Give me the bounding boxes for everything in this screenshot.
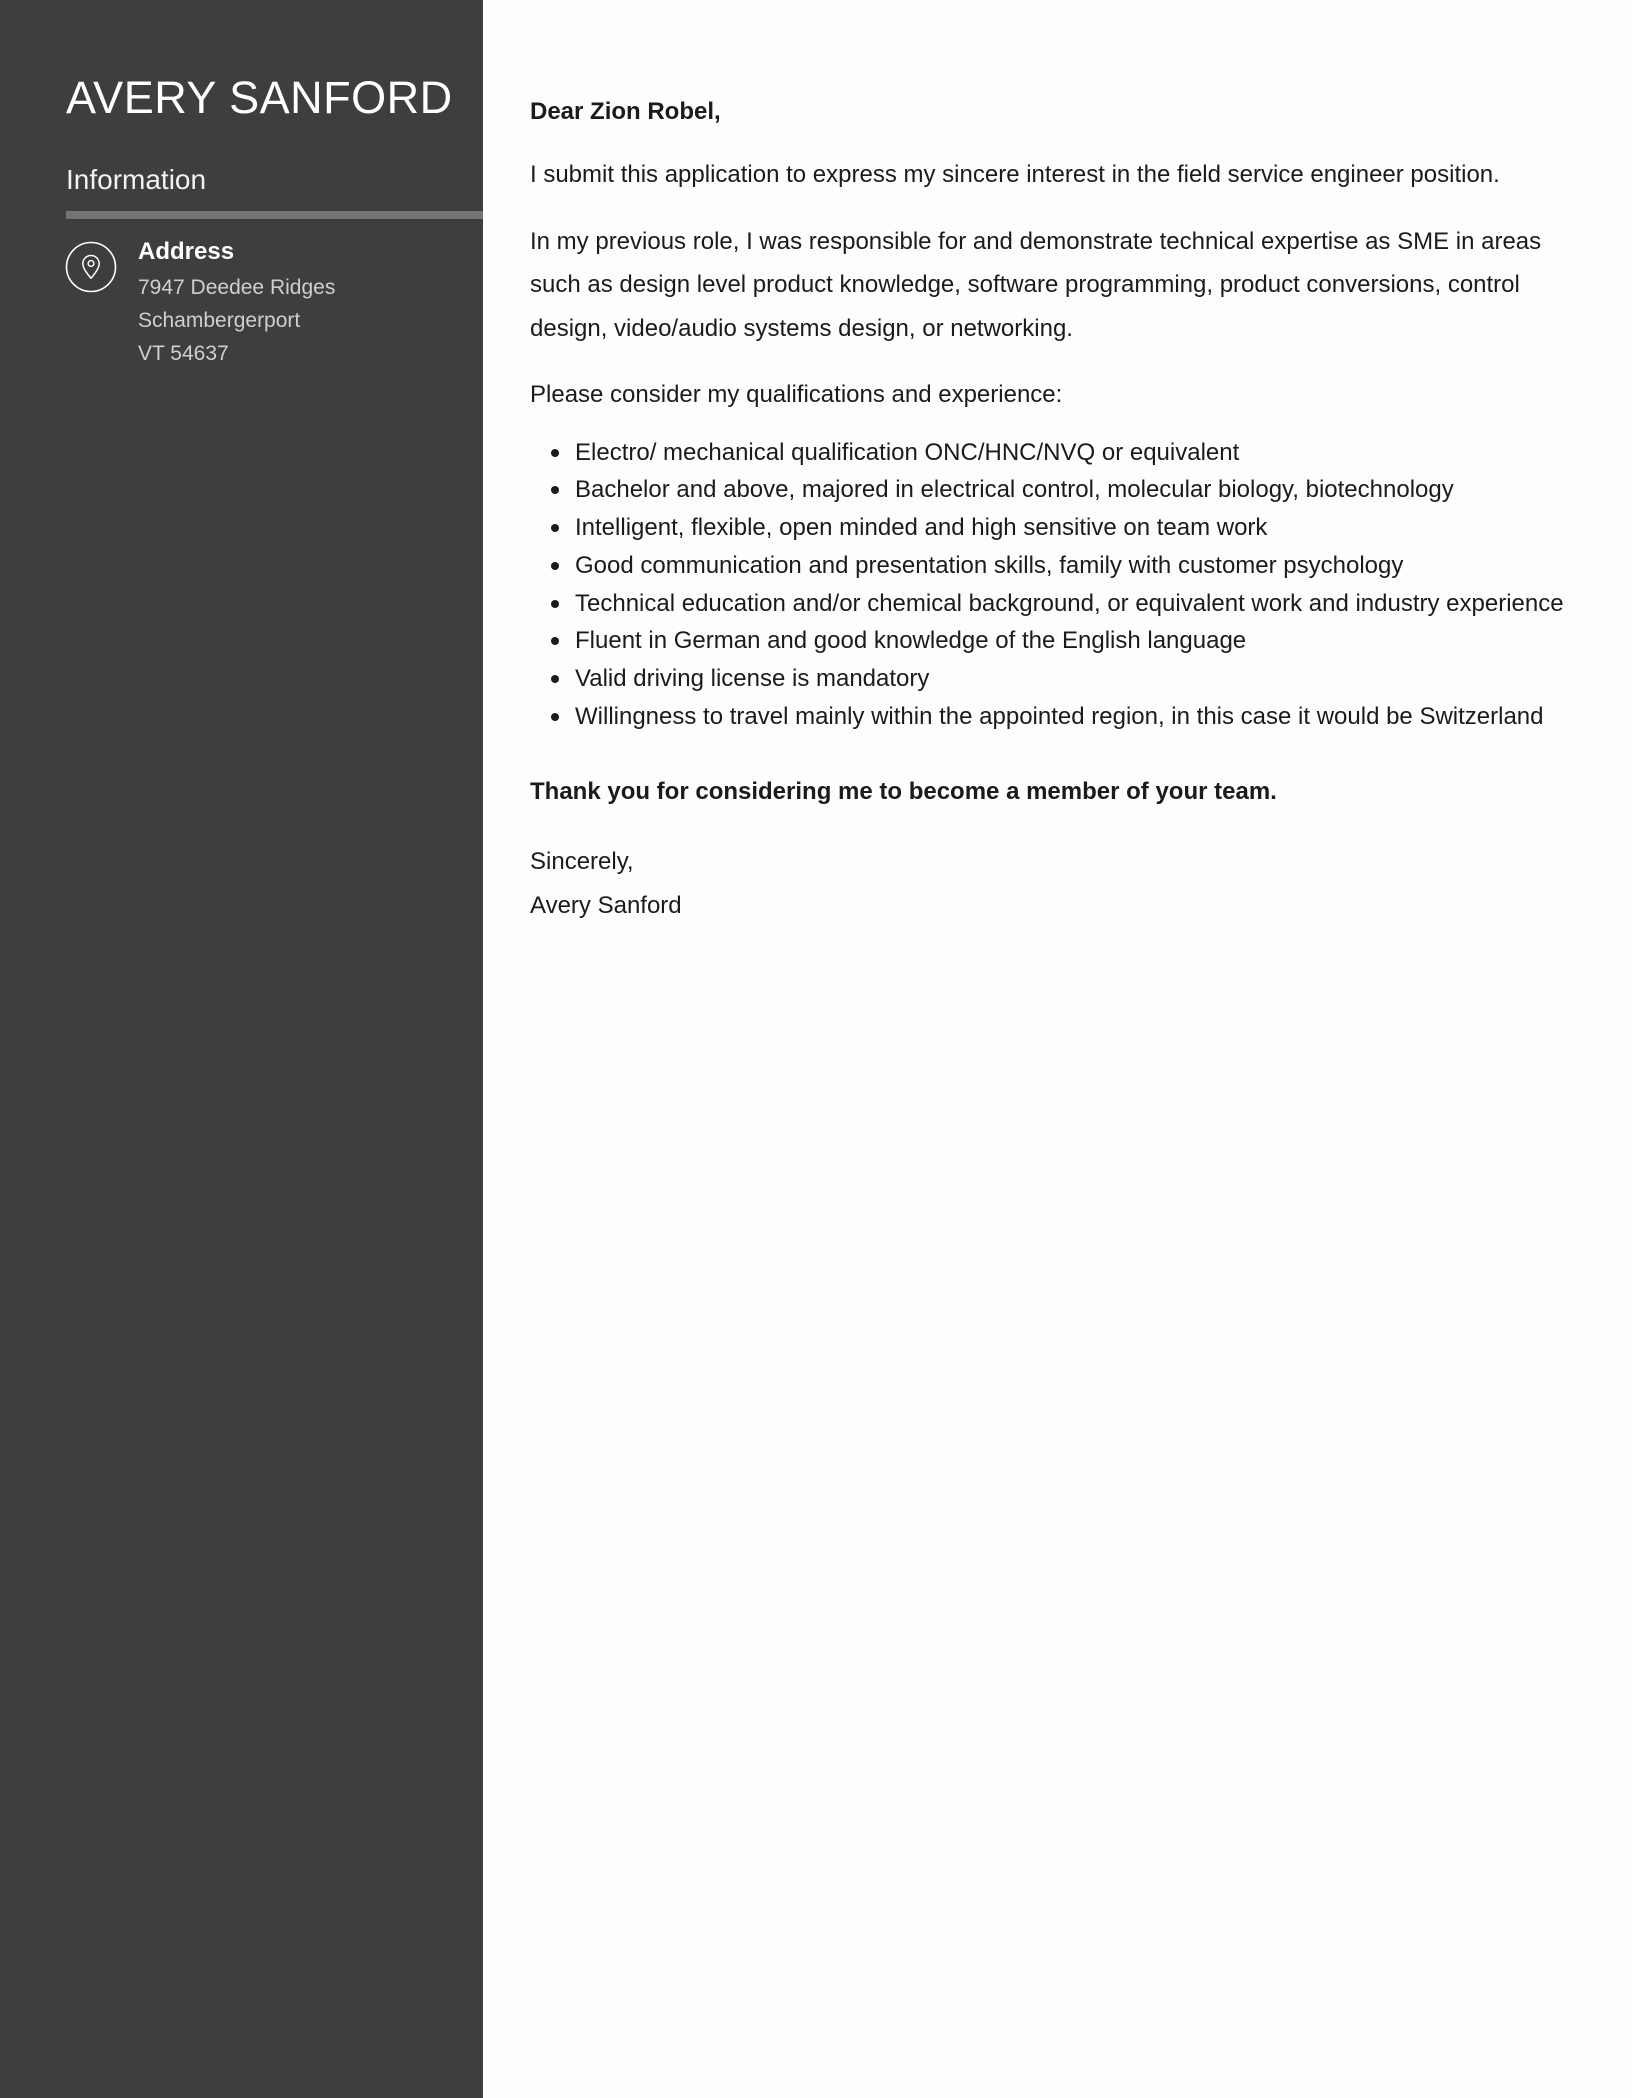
letter-closing: Thank you for considering me to become a member of your team. (530, 777, 1277, 805)
signature-name: Avery Sanford (530, 891, 682, 919)
qualifications-intro: Please consider my qualifications and experience: (530, 381, 1063, 408)
applicant-name: AVERY SANFORD (66, 72, 453, 123)
signoff-text: Sincerely, (530, 847, 634, 875)
signoff-block (530, 840, 1590, 928)
section-divider (66, 211, 483, 219)
letter-body (530, 94, 1590, 928)
list-item: Bachelor and above, majored in electrical control, molecular biology, biotechnology (530, 471, 1590, 509)
list-item: Good communication and presentation skills, family with customer psychology (530, 547, 1590, 585)
letter-greeting: Dear Zion Robel, (530, 98, 721, 125)
sidebar (0, 0, 483, 2098)
address-line-city: Schambergerport (138, 309, 301, 332)
list-item: Willingness to travel mainly within the appointed region, in this case it would be Switzerland (530, 698, 1590, 736)
address-line-street: 7947 Deedee Ridges (138, 276, 336, 299)
list-item: Valid driving license is mandatory (530, 660, 1590, 698)
address-label: Address (138, 238, 235, 265)
map-pin-icon (65, 241, 117, 293)
qualifications-list (530, 434, 1590, 736)
list-item: Intelligent, flexible, open minded and high sensitive on team work (530, 509, 1590, 547)
list-item: Technical education and/or chemical background, or equivalent work and industry experience (530, 585, 1590, 623)
letter-previous-role: In my previous role, I was responsible for and demonstrate technical expertise as SME in areas such as design level product knowledge, software programming, product conversions, control design, video/audio systems design, or networking. (530, 227, 1542, 342)
address-block (138, 271, 335, 370)
address-line-state-zip: VT 54637 (138, 342, 229, 365)
information-heading: Information (66, 164, 207, 195)
list-item: Electro/ mechanical qualification ONC/HNC/NVQ or equivalent (530, 434, 1590, 472)
list-item: Fluent in German and good knowledge of the English language (530, 622, 1590, 660)
letter-intro: I submit this application to express my sincere interest in the field service engineer position. (530, 161, 1500, 188)
